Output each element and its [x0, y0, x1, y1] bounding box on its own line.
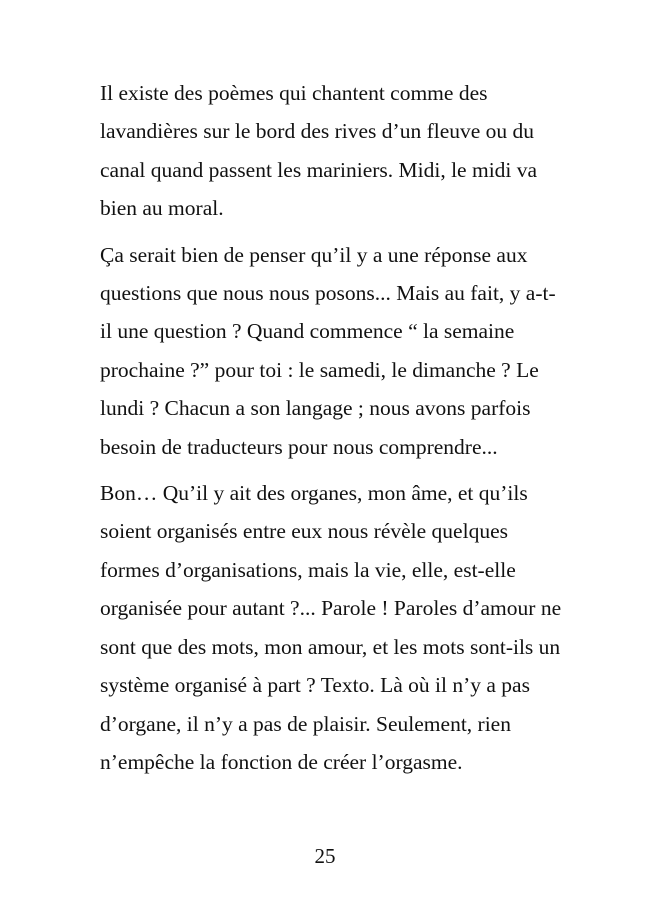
- page-number: 25: [314, 844, 336, 868]
- text-line: lundi ? Chacun a son langage ; nous avons parfois: [100, 396, 531, 421]
- text-line: il une question ? Quand commence “ la semaine: [100, 319, 515, 344]
- text-line: bien au moral.: [100, 196, 224, 221]
- text-line: Ça serait bien de penser qu’il y a une réponse aux: [100, 242, 528, 267]
- text-line: Bon… Qu’il y ait des organes, mon âme, et qu’ils: [100, 481, 528, 506]
- body-text: [100, 74, 580, 789]
- text-line: sont que des mots, mon amour, et les mots sont-ils un: [100, 634, 561, 659]
- paragraph-2: [100, 236, 580, 466]
- text-line: lavandières sur le bord des rives d’un fleuve ou du: [100, 119, 535, 144]
- text-line: système organisé à part ? Texto. Là où il n’y a pas: [100, 673, 530, 698]
- text-line: questions que nous nous posons... Mais au fait, y a-t-: [100, 281, 556, 306]
- text-line: n’empêche la fonction de créer l’orgasme.: [100, 749, 463, 774]
- text-line: prochaine ?” pour toi : le samedi, le dimanche ? Le: [100, 357, 539, 382]
- text-line: formes d’organisations, mais la vie, elle, est-elle: [100, 557, 516, 582]
- text-line: d’organe, il n’y a pas de plaisir. Seulement, rien: [100, 711, 511, 736]
- paragraph-3: [100, 474, 580, 781]
- text-line: Il existe des poèmes qui chantent comme des: [100, 81, 488, 105]
- text-line: canal quand passent les mariniers. Midi, le midi va: [100, 157, 538, 182]
- paragraph-1: [100, 74, 580, 228]
- text-line: besoin de traducteurs pour nous comprendre...: [100, 434, 498, 459]
- text-line: soient organisés entre eux nous révèle quelques: [100, 519, 508, 544]
- text-line: organisée pour autant ?... Parole ! Paroles d’amour ne: [100, 596, 562, 621]
